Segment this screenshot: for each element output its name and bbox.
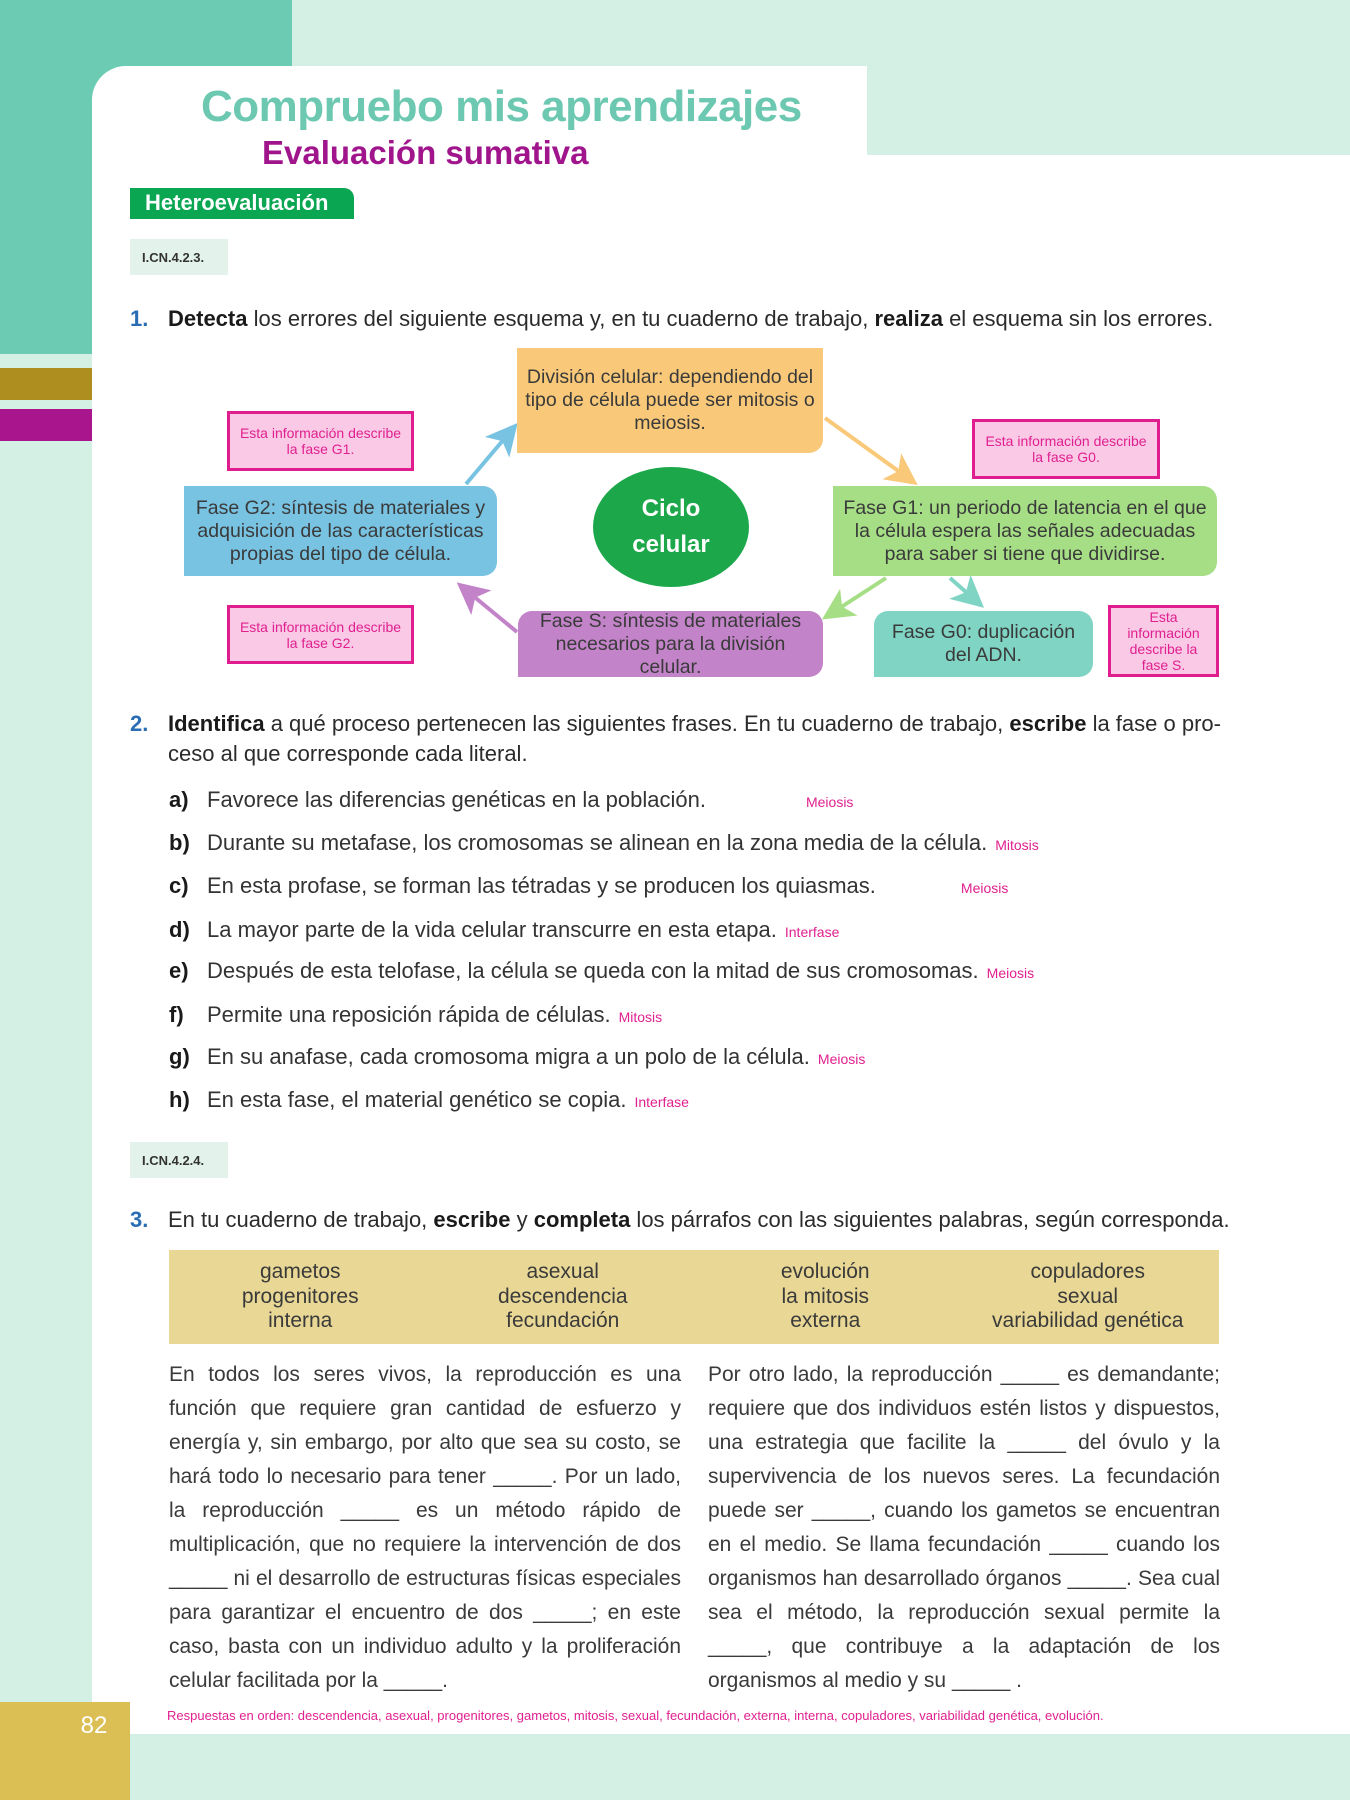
fase-s-box: Fase S: síntesis de materiales necesarios para la división celular. [518,611,823,677]
instruction-verb: Detecta [168,306,248,331]
note-fase-s: Esta información describe la fase S. [1108,605,1219,677]
item-text: En su anafase, cada cromosoma migra a un polo de la célula. [207,1044,810,1069]
word-column [957,1250,1220,1344]
item-letter: h) [169,1087,190,1112]
question-text: ceso al que corresponde cada literal. [168,741,528,766]
question-text: En tu cuaderno de trabajo, [168,1207,434,1232]
indicator-code: I.CN.4.2.3. [130,239,228,275]
list-item [169,829,1039,859]
item-text: La mayor parte de la vida celular transcurre en esta etapa. [207,917,777,942]
instruction-verb: realiza [874,306,943,331]
word: fecundación [506,1309,620,1332]
instruction-verb: Identifica [168,711,265,736]
item-text: Favorece las diferencias genéticas en la población. [207,787,706,812]
item-letter: a) [169,787,189,812]
paragraph-left: En todos los seres vivos, la reproducción es una función que requiere gran cantidad de esfuerzo y energía y, sin embargo, por alto que sea su costo, se hará todo lo necesario para tener _____. Por un lado, la reproducción _____ es un método rápido de multiplicación, que no requiere la intervención de dos _____ ni el desarrollo de estructuras físicas especiales para garantizar el encuentro de dos _____; en este caso, basta con un individuo adulto y la proliferación celular facilitada por la _____. [169,1363,681,1692]
word: sexual [1057,1284,1119,1308]
question-2 [130,709,1220,769]
item-letter: g) [169,1044,190,1069]
question-number: 2. [130,711,149,736]
word: la mitosis [781,1284,870,1308]
item-letter: e) [169,958,189,983]
list-item [169,1086,689,1116]
division-celular-box: División celular: dependiendo del tipo de célula puede ser mitosis o meiosis. [517,348,823,453]
circle-label-line1: Ciclo [641,495,701,522]
page-number: 82 [80,1712,108,1739]
header-band-right [867,0,1350,155]
word-column [169,1250,432,1344]
item-answer: Meiosis [960,880,1009,896]
indicator-code: I.CN.4.2.4. [130,1142,228,1178]
word: externa [790,1309,861,1332]
item-text: Permite una reposición rápida de células. [207,1002,611,1027]
question-text: los errores del siguiente esquema y, en tu cuaderno de trabajo, [247,306,875,331]
item-answer: Mitosis [618,1009,663,1025]
question-text: y [510,1207,534,1232]
ciclo-celular-circle [593,467,749,587]
item-answer: Mitosis [995,837,1039,853]
page-subtitle: Evaluación sumativa [262,134,589,171]
section-label: Heteroevaluación [130,188,354,219]
fase-g1-box: Fase G1: un periodo de latencia en el que la célula espera las señales adecuadas para saber si tiene que dividirse. [833,486,1217,576]
word: interna [268,1309,333,1332]
list-item [169,957,1034,987]
circle-label-line2: celular [632,531,710,558]
item-answer: Meiosis [817,1051,866,1067]
word: copuladores [1030,1260,1145,1283]
word: evolución [780,1260,870,1283]
question-3 [130,1205,1230,1235]
item-text: En esta profase, se forman las tétradas y se producen los quiasmas. [207,873,876,898]
gold-side-strip [0,368,92,400]
word: gametos [259,1260,341,1283]
answers-footnote: Respuestas en orden: descendencia, asexual, progenitores, gametos, mitosis, sexual, fecundación, externa, interna, copuladores, variabilidad genética, evolución. [167,1708,1104,1723]
list-item [169,1043,865,1073]
note-fase-g0: Esta información describe la fase G0. [972,419,1160,479]
question-text: los párrafos con las siguientes palabras, según corresponda. [630,1207,1230,1232]
item-letter: d) [169,917,190,942]
word-column [694,1250,957,1344]
word: asexual [526,1260,599,1283]
list-item [169,872,1008,902]
question-text: la fase o pro- [1086,711,1221,736]
list-item [169,1001,662,1031]
item-letter: b) [169,830,190,855]
bottom-band [130,1734,1350,1800]
item-answer: Meiosis [805,794,854,810]
item-answer: Meiosis [986,965,1035,981]
question-text: a qué proceso pertenecen las siguientes frases. En tu cuaderno de trabajo, [264,711,1010,736]
item-letter: c) [169,873,189,898]
word: progenitores [241,1284,359,1308]
fase-g2-box: Fase G2: síntesis de materiales y adquisición de las características propias del tipo de célula. [184,486,497,576]
item-answer: Interfase [784,924,840,940]
question-number: 3. [130,1207,149,1232]
item-text: En esta fase, el material genético se copia. [207,1087,627,1112]
word: descendencia [497,1284,628,1308]
note-fase-g1: Esta información describe la fase G1. [227,411,414,471]
magenta-side-strip [0,409,92,441]
page-title: Compruebo mis aprendizajes [201,82,802,131]
list-item [169,916,839,946]
item-text: Después de esta telofase, la célula se queda con la mitad de sus cromosomas. [207,958,979,983]
item-letter: f) [169,1002,184,1027]
list-item [169,786,853,816]
item-text: Durante su metafase, los cromosomas se alinean en la zona media de la célula. [207,830,988,855]
note-fase-g2: Esta información describe la fase G2. [227,605,414,664]
instruction-verb: completa [533,1207,631,1232]
word: variabilidad genética [992,1309,1184,1332]
question-text: el esquema sin los errores. [942,306,1214,331]
instruction-verb: escribe [433,1207,511,1232]
instruction-verb: escribe [1009,711,1087,736]
fase-g0-box: Fase G0: duplicación del ADN. [874,611,1093,677]
paragraph-right: Por otro lado, la reproducción _____ es demandante; requiere que dos individuos estén listos y dispuestos, una estrategia que facilite la _____ del óvulo y la supervivencia de los nuevos seres. La fecundación puede ser _____, cuando los gametos se encuentran en el medio. Se llama fecundación _____ cuando los organismos han desarrollado órganos _____. Sea cual sea el método, la reproducción sexual permite la _____, que contribuye a la adaptación de los organismos al medio y su _____ . [708,1363,1220,1692]
word-column [432,1250,695,1344]
question-1 [130,304,1213,334]
question-number: 1. [130,306,149,331]
word-bank [169,1250,1219,1344]
item-answer: Interfase [634,1094,689,1110]
